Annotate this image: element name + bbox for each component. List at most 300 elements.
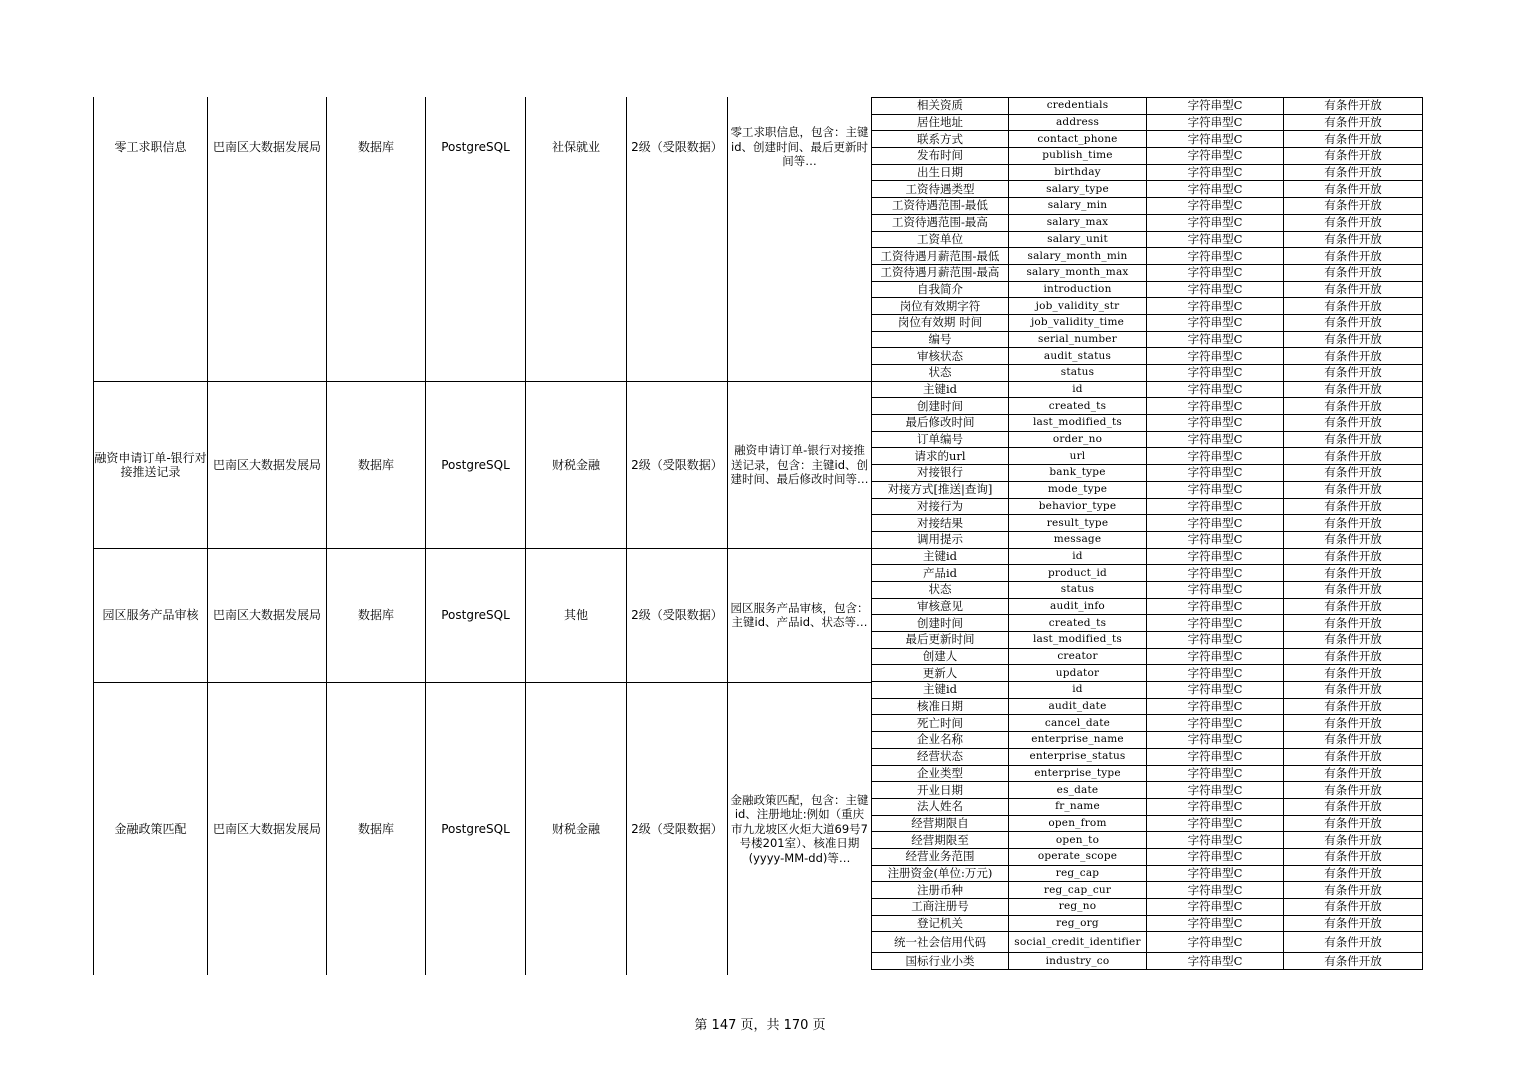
field-cn-name: 法人姓名 [872,799,1009,815]
field-row [872,181,1423,198]
description [728,382,871,548]
field-row [872,415,1423,432]
field-en-name: enterprise_type [1009,766,1147,782]
field-type: 字符串型C [1147,649,1284,665]
field-row [872,682,1423,699]
field-type: 字符串型C [1147,599,1284,615]
field-en-name: reg_org [1009,916,1147,932]
db-type-text: PostgreSQL [441,821,510,836]
field-en-name: job_validity_time [1009,315,1147,331]
field-en-name: reg_no [1009,899,1147,915]
field-cn-name: 工商注册号 [872,899,1009,915]
field-row [872,715,1423,732]
field-type: 字符串型C [1147,148,1284,164]
field-row [872,515,1423,532]
category [526,98,626,196]
field-type: 字符串型C [1147,215,1284,231]
field-row [872,232,1423,249]
resource-type [327,98,425,196]
field-cn-name: 经营期限自 [872,816,1009,832]
category-text: 财税金融 [551,457,600,472]
field-open-level: 有条件开放 [1284,515,1423,531]
field-cn-name: 岗位有效期 时间 [872,315,1009,331]
field-row [872,532,1423,549]
security-level-text: 2级（受限数据） [631,608,723,623]
field-en-name: reg_cap [1009,866,1147,882]
field-cn-name: 经营业务范围 [872,849,1009,865]
field-row [872,131,1423,148]
field-en-name: mode_type [1009,482,1147,498]
field-en-name: contact_phone [1009,131,1147,147]
field-en-name: updator [1009,665,1147,681]
category-text: 其他 [563,608,588,623]
category [526,549,626,682]
field-type: 字符串型C [1147,782,1284,798]
field-en-name: salary_month_min [1009,248,1147,264]
field-cn-name: 居住地址 [872,115,1009,131]
security-level [627,382,727,548]
field-en-name: cancel_date [1009,715,1147,731]
field-en-name: birthday [1009,165,1147,181]
field-cn-name: 最后更新时间 [872,632,1009,648]
field-type: 字符串型C [1147,315,1284,331]
field-type: 字符串型C [1147,582,1284,598]
field-type: 字符串型C [1147,198,1284,214]
resource-type-text: 数据库 [357,608,394,623]
field-type: 字符串型C [1147,515,1284,531]
field-en-name: salary_max [1009,215,1147,231]
field-cn-name: 主键id [872,382,1009,398]
field-open-level: 有条件开放 [1284,682,1423,698]
field-cn-name: 更新人 [872,665,1009,681]
field-en-name: created_ts [1009,615,1147,631]
field-en-name: url [1009,448,1147,464]
field-cn-name: 创建时间 [872,615,1009,631]
field-type: 字符串型C [1147,916,1284,932]
field-open-level: 有条件开放 [1284,232,1423,248]
description [728,549,871,682]
description-text: 园区服务产品审核，包含：主键id、产品id、状态等… [730,600,869,630]
resource-name [94,98,207,196]
field-open-level: 有条件开放 [1284,882,1423,898]
field-en-name: salary_month_max [1009,265,1147,281]
field-type: 字符串型C [1147,799,1284,815]
field-row [872,265,1423,282]
field-type: 字符串型C [1147,181,1284,197]
field-row [872,198,1423,215]
provider-name [208,382,326,548]
field-open-level: 有条件开放 [1284,432,1423,448]
field-type: 字符串型C [1147,699,1284,715]
field-en-name: serial_number [1009,332,1147,348]
security-level-text: 2级（受限数据） [631,821,723,836]
field-type: 字符串型C [1147,131,1284,147]
field-en-name: enterprise_status [1009,749,1147,765]
field-row [872,582,1423,599]
provider-name-text: 巴南区大数据发展局 [212,821,321,836]
field-open-level: 有条件开放 [1284,549,1423,565]
field-open-level: 有条件开放 [1284,766,1423,782]
field-row [872,632,1423,649]
field-cn-name: 对接方式[推送|查询] [872,482,1009,498]
field-cn-name: 状态 [872,582,1009,598]
field-cn-name: 创建时间 [872,398,1009,414]
field-row [872,549,1423,566]
resource-name [94,382,207,548]
field-type: 字符串型C [1147,398,1284,414]
field-open-level: 有条件开放 [1284,282,1423,298]
field-en-name: id [1009,682,1147,698]
field-open-level: 有条件开放 [1284,315,1423,331]
field-cn-name: 调用提示 [872,532,1009,548]
field-cn-name: 工资待遇范围-最低 [872,198,1009,214]
field-cn-name: 死亡时间 [872,715,1009,731]
security-level [627,98,727,196]
field-open-level: 有条件开放 [1284,582,1423,598]
field-type: 字符串型C [1147,165,1284,181]
field-open-level: 有条件开放 [1284,148,1423,164]
field-open-level: 有条件开放 [1284,415,1423,431]
resource-type-text: 数据库 [357,821,394,836]
db-type [426,549,525,682]
field-cn-name: 发布时间 [872,148,1009,164]
resource-name [94,549,207,682]
field-en-name: message [1009,532,1147,548]
field-cn-name: 主键id [872,549,1009,565]
field-row [872,215,1423,232]
field-type: 字符串型C [1147,482,1284,498]
field-row [872,398,1423,415]
field-type: 字符串型C [1147,382,1284,398]
field-row [872,499,1423,516]
field-en-name: operate_scope [1009,849,1147,865]
field-cn-name: 经营期限至 [872,832,1009,848]
field-cn-name: 审核意见 [872,599,1009,615]
field-open-level: 有条件开放 [1284,465,1423,481]
field-open-level: 有条件开放 [1284,782,1423,798]
db-type [426,683,525,976]
field-en-name: fr_name [1009,799,1147,815]
field-row [872,816,1423,833]
field-row [872,348,1423,365]
field-open-level: 有条件开放 [1284,832,1423,848]
resource-type [327,683,425,976]
provider-name [208,98,326,196]
field-type: 字符串型C [1147,499,1284,515]
category-text: 社保就业 [551,140,600,154]
field-type: 字符串型C [1147,882,1284,898]
field-cn-name: 请求的url [872,448,1009,464]
field-en-name: audit_info [1009,599,1147,615]
field-open-level: 有条件开放 [1284,916,1423,932]
field-type: 字符串型C [1147,365,1284,381]
field-type: 字符串型C [1147,953,1284,969]
field-row [872,298,1423,315]
field-cn-name: 产品id [872,565,1009,581]
field-cn-name: 工资待遇月薪范围-最高 [872,265,1009,281]
field-en-name: behavior_type [1009,499,1147,515]
field-row [872,115,1423,132]
provider-name [208,549,326,682]
field-cn-name: 注册资金(单位:万元) [872,866,1009,882]
category [526,683,626,976]
field-open-level: 有条件开放 [1284,332,1423,348]
field-type: 字符串型C [1147,832,1284,848]
field-open-level: 有条件开放 [1284,953,1423,969]
field-en-name: id [1009,382,1147,398]
db-type-text: PostgreSQL [441,140,510,154]
field-cn-name: 主键id [872,682,1009,698]
field-en-name: status [1009,365,1147,381]
field-en-name: credentials [1009,98,1147,114]
field-en-name: created_ts [1009,398,1147,414]
field-open-level: 有条件开放 [1284,932,1423,952]
category-text: 财税金融 [551,821,600,836]
field-open-level: 有条件开放 [1284,532,1423,548]
field-row [872,615,1423,632]
field-type: 字符串型C [1147,766,1284,782]
description-text: 融资申请订单-银行对接推送记录，包含：主键id、创建时间、最后修改时间等… [730,443,869,487]
field-open-level: 有条件开放 [1284,382,1423,398]
field-en-name: bank_type [1009,465,1147,481]
field-open-level: 有条件开放 [1284,632,1423,648]
field-cn-name: 经营状态 [872,749,1009,765]
field-open-level: 有条件开放 [1284,866,1423,882]
field-en-name: id [1009,549,1147,565]
field-cn-name: 状态 [872,365,1009,381]
resource-name-text: 融资申请订单-银行对接推送记录 [94,450,207,479]
field-row [872,148,1423,165]
field-row [872,248,1423,265]
field-open-level: 有条件开放 [1284,615,1423,631]
category [526,382,626,548]
page-footer: 第 147 页，共 170 页 [694,1018,826,1033]
field-type: 字符串型C [1147,565,1284,581]
field-open-level: 有条件开放 [1284,248,1423,264]
description [728,98,871,196]
field-open-level: 有条件开放 [1284,649,1423,665]
field-en-name: reg_cap_cur [1009,882,1147,898]
provider-name-text: 巴南区大数据发展局 [212,140,321,154]
field-type: 字符串型C [1147,866,1284,882]
field-row [872,866,1423,883]
field-en-name: introduction [1009,282,1147,298]
field-cn-name: 自我简介 [872,282,1009,298]
field-type: 字符串型C [1147,899,1284,915]
field-cn-name: 企业名称 [872,732,1009,748]
field-open-level: 有条件开放 [1284,115,1423,131]
field-open-level: 有条件开放 [1284,816,1423,832]
field-en-name: last_modified_ts [1009,415,1147,431]
field-en-name: status [1009,582,1147,598]
field-row [872,365,1423,382]
resource-name-text: 园区服务产品审核 [102,608,199,623]
field-cn-name: 工资待遇范围-最高 [872,215,1009,231]
field-type: 字符串型C [1147,248,1284,264]
field-type: 字符串型C [1147,715,1284,731]
field-en-name: social_credit_identifier [1009,932,1147,952]
resource-type [327,382,425,548]
field-row [872,565,1423,582]
field-open-level: 有条件开放 [1284,131,1423,147]
field-cn-name: 开业日期 [872,782,1009,798]
description-text: 金融政策匹配，包含：主键id、注册地址:例如（重庆市九龙坡区火炬大道69号7号楼201室）、核准日期(yyyy-MM-dd)等… [730,792,869,865]
field-en-name: enterprise_name [1009,732,1147,748]
field-open-level: 有条件开放 [1284,348,1423,364]
description [728,683,871,976]
field-table [871,97,1423,970]
field-type: 字符串型C [1147,298,1284,314]
field-type: 字符串型C [1147,265,1284,281]
field-cn-name: 工资单位 [872,232,1009,248]
security-level-text: 2级（受限数据） [631,140,723,154]
field-type: 字符串型C [1147,849,1284,865]
field-cn-name: 相关资质 [872,98,1009,114]
field-cn-name: 对接结果 [872,515,1009,531]
field-type: 字符串型C [1147,232,1284,248]
field-open-level: 有条件开放 [1284,448,1423,464]
field-type: 字符串型C [1147,348,1284,364]
field-type: 字符串型C [1147,282,1284,298]
field-open-level: 有条件开放 [1284,849,1423,865]
field-open-level: 有条件开放 [1284,699,1423,715]
resource-type-text: 数据库 [357,457,394,472]
field-row [872,782,1423,799]
field-open-level: 有条件开放 [1284,198,1423,214]
field-cn-name: 工资待遇月薪范围-最低 [872,248,1009,264]
field-open-level: 有条件开放 [1284,365,1423,381]
field-type: 字符串型C [1147,549,1284,565]
field-row [872,766,1423,783]
field-type: 字符串型C [1147,932,1284,952]
field-type: 字符串型C [1147,432,1284,448]
field-type: 字符串型C [1147,448,1284,464]
field-open-level: 有条件开放 [1284,499,1423,515]
field-cn-name: 审核状态 [872,348,1009,364]
field-cn-name: 订单编号 [872,432,1009,448]
field-row [872,849,1423,866]
field-row [872,165,1423,182]
field-en-name: order_no [1009,432,1147,448]
field-open-level: 有条件开放 [1284,715,1423,731]
resource-name [94,683,207,976]
field-open-level: 有条件开放 [1284,732,1423,748]
field-open-level: 有条件开放 [1284,799,1423,815]
field-en-name: salary_type [1009,181,1147,197]
field-row [872,799,1423,816]
field-type: 字符串型C [1147,749,1284,765]
field-cn-name: 工资待遇类型 [872,181,1009,197]
field-cn-name: 企业类型 [872,766,1009,782]
field-row [872,665,1423,682]
field-row [872,315,1423,332]
field-row [872,699,1423,716]
field-open-level: 有条件开放 [1284,181,1423,197]
field-cn-name: 创建人 [872,649,1009,665]
provider-name [208,683,326,976]
field-en-name: salary_unit [1009,232,1147,248]
field-type: 字符串型C [1147,665,1284,681]
field-type: 字符串型C [1147,816,1284,832]
field-open-level: 有条件开放 [1284,298,1423,314]
field-cn-name: 核准日期 [872,699,1009,715]
resource-name-text: 零工求职信息 [114,140,187,154]
field-en-name: address [1009,115,1147,131]
field-row [872,749,1423,766]
field-row [872,649,1423,666]
field-row [872,382,1423,399]
field-type: 字符串型C [1147,532,1284,548]
field-en-name: open_to [1009,832,1147,848]
field-open-level: 有条件开放 [1284,565,1423,581]
field-type: 字符串型C [1147,465,1284,481]
field-open-level: 有条件开放 [1284,899,1423,915]
field-type: 字符串型C [1147,615,1284,631]
field-row [872,332,1423,349]
field-en-name: es_date [1009,782,1147,798]
field-open-level: 有条件开放 [1284,599,1423,615]
field-type: 字符串型C [1147,98,1284,114]
field-cn-name: 对接银行 [872,465,1009,481]
db-type-text: PostgreSQL [441,608,510,623]
field-open-level: 有条件开放 [1284,665,1423,681]
field-cn-name: 最后修改时间 [872,415,1009,431]
field-row [872,953,1423,970]
security-level [627,683,727,976]
field-row [872,98,1423,115]
provider-name-text: 巴南区大数据发展局 [212,457,321,472]
field-row [872,916,1423,933]
field-en-name: audit_status [1009,348,1147,364]
field-row [872,465,1423,482]
field-open-level: 有条件开放 [1284,165,1423,181]
provider-name-text: 巴南区大数据发展局 [212,608,321,623]
field-en-name: industry_co [1009,953,1147,969]
resource-type [327,549,425,682]
field-cn-name: 岗位有效期字符 [872,298,1009,314]
field-type: 字符串型C [1147,415,1284,431]
field-type: 字符串型C [1147,115,1284,131]
field-cn-name: 注册币种 [872,882,1009,898]
field-type: 字符串型C [1147,632,1284,648]
field-row [872,899,1423,916]
db-type [426,98,525,196]
field-open-level: 有条件开放 [1284,398,1423,414]
field-cn-name: 联系方式 [872,131,1009,147]
description-text: 零工求职信息，包含：主键id、创建时间、最后更新时间等… [730,125,869,169]
field-en-name: open_from [1009,816,1147,832]
field-type: 字符串型C [1147,682,1284,698]
field-cn-name: 登记机关 [872,916,1009,932]
field-row [872,448,1423,465]
field-en-name: result_type [1009,515,1147,531]
field-open-level: 有条件开放 [1284,215,1423,231]
field-cn-name: 国标行业小类 [872,953,1009,969]
resource-type-text: 数据库 [357,140,394,154]
field-row [872,832,1423,849]
field-type: 字符串型C [1147,332,1284,348]
security-level [627,549,727,682]
field-cn-name: 出生日期 [872,165,1009,181]
field-open-level: 有条件开放 [1284,749,1423,765]
field-row [872,882,1423,899]
field-open-level: 有条件开放 [1284,98,1423,114]
field-row [872,932,1423,953]
field-en-name: salary_min [1009,198,1147,214]
field-cn-name: 统一社会信用代码 [872,932,1009,952]
field-cn-name: 对接行为 [872,499,1009,515]
field-type: 字符串型C [1147,732,1284,748]
